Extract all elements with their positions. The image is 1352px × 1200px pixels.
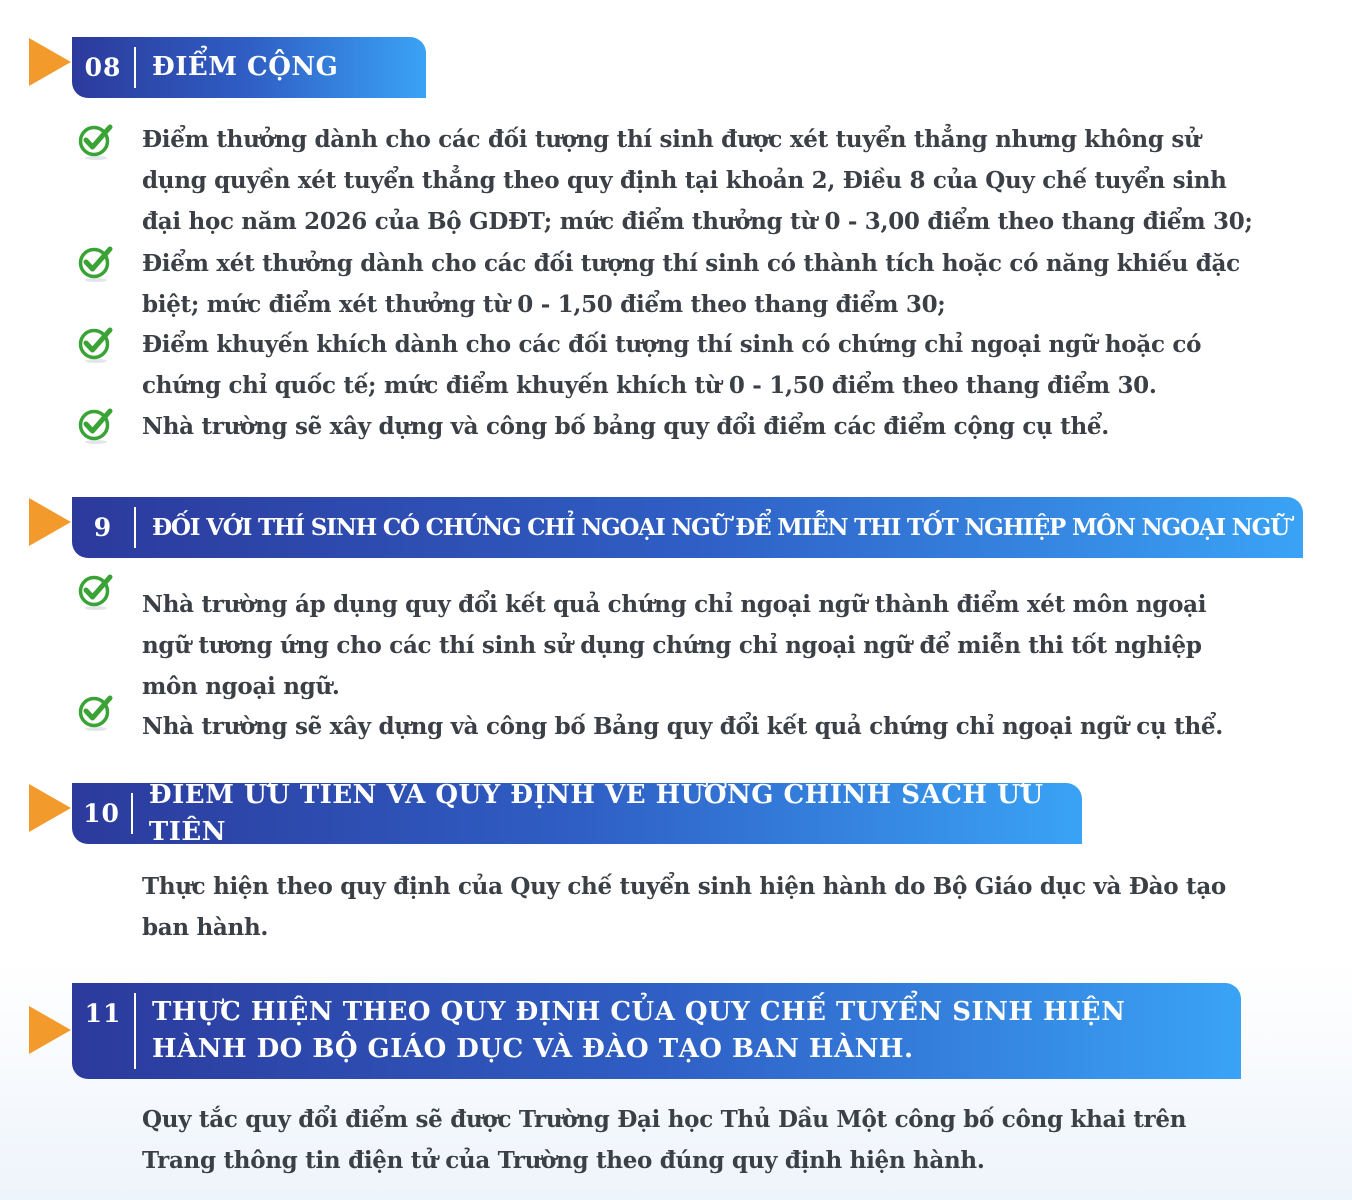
- section-number: 10: [83, 799, 120, 828]
- section-number: 11: [84, 999, 122, 1028]
- check-icon: [77, 573, 115, 611]
- section-title: ĐIỂM ƯU TIÊN VÀ QUY ĐỊNH VỀ HƯỞNG CHÍNH SÁCH ƯU TIÊN: [148, 779, 1044, 847]
- section-arrow-icon: [29, 784, 71, 832]
- section-header-08: [72, 37, 426, 98]
- section-arrow-icon: [29, 498, 71, 546]
- list-item: Nhà trường sẽ xây dựng và công bố Bảng quy đổi kết quả chứng chỉ ngoại ngữ cụ thể.: [142, 713, 1223, 740]
- section-text: Quy tắc quy đổi điểm sẽ được Trường Đại học Thủ Dầu Một công bố công khai trên Trang thông tin điện tử của Trường theo đúng quy định hiện hành.: [142, 1106, 1187, 1174]
- list-item: Điểm xét thưởng dành cho các đối tượng thí sinh có thành tích hoặc có năng khiếu đặc biệt; mức điểm xét thưởng từ 0 - 1,50 điểm theo thang điểm 30;: [142, 250, 1240, 318]
- section-number: 9: [93, 513, 113, 542]
- list-item: Điểm thưởng dành cho các đối tượng thí sinh được xét tuyển thẳng nhưng không sử dụng quyền xét tuyển thẳng theo quy định tại khoản 2, Điều 8 của Quy chế tuyển sinh đại học năm 2026 của Bộ GDĐT; mức điểm thưởng từ 0 - 3,00 điểm theo thang điểm 30;: [142, 126, 1253, 235]
- section-number: 08: [84, 53, 122, 82]
- list-item: Nhà trường sẽ xây dựng và công bố bảng quy đổi điểm các điểm cộng cụ thể.: [142, 413, 1109, 440]
- check-icon: [77, 326, 115, 364]
- section-header-9: [72, 497, 1303, 558]
- section-header-10: [72, 779, 1082, 847]
- check-icon: [77, 123, 115, 161]
- check-icon: [77, 245, 115, 283]
- section-title: THỰC HIỆN THEO QUY ĐỊNH CỦA QUY CHẾ TUYỂN SINH HIỆN HÀNH DO BỘ GIÁO DỤC VÀ ĐÀO TẠO BAN HÀNH.: [152, 997, 1126, 1064]
- check-icon: [77, 694, 115, 732]
- section-arrow-icon: [29, 38, 71, 86]
- list-item: Điểm khuyến khích dành cho các đối tượng thí sinh có chứng chỉ ngoại ngữ hoặc có chứng chỉ quốc tế; mức điểm khuyến khích từ 0 - 1,50 điểm theo thang điểm 30.: [142, 331, 1202, 399]
- check-icon: [77, 407, 115, 445]
- section-title: ĐỐI VỚI THÍ SINH CÓ CHỨNG CHỈ NGOẠI NGỮ ĐỂ MIỄN THI TỐT NGHIỆP MÔN NGOẠI NGỮ: [152, 514, 1289, 541]
- section-arrow-icon: [29, 1006, 71, 1054]
- section-title: ĐIỂM CỘNG: [152, 52, 339, 82]
- list-item: Nhà trường áp dụng quy đổi kết quả chứng chỉ ngoại ngữ thành điểm xét môn ngoại ngữ tương ứng cho các thí sinh sử dụng chứng chỉ ngoại ngữ để miễn thi tốt nghiệp môn ngoại ngữ.: [142, 591, 1207, 700]
- section-text: Thực hiện theo quy định của Quy chế tuyển sinh hiện hành do Bộ Giáo dục và Đào tạo ban hành.: [142, 873, 1226, 941]
- section-header-11: [72, 983, 1241, 1079]
